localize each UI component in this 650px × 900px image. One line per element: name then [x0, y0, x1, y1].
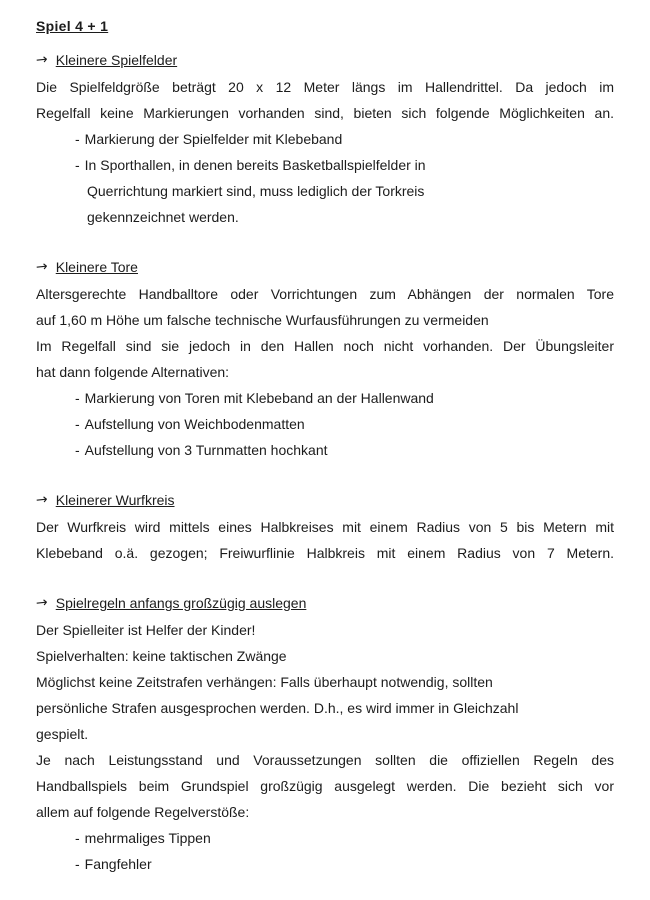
document-title: Spiel 4 + 1 — [36, 18, 109, 34]
bullet-continuation-line: gekennzeichnet werden. — [87, 209, 239, 225]
bullet-text: Fangfehler — [84, 856, 152, 872]
bullet-marker: - — [75, 416, 80, 432]
bullet-item — [36, 411, 614, 437]
paragraph-line: Der Wurfkreis wird mittels eines Halbkreises mit einem Radius von 5 bis Metern mit — [36, 519, 614, 535]
paragraph-line: Altersgerechte Handballtore oder Vorrichtungen zum Abhängen der normalen Tore — [36, 286, 614, 302]
arrow-right-icon: → — [35, 594, 49, 612]
bullet-item — [36, 385, 614, 411]
bullet-marker: - — [75, 157, 80, 173]
bullet-text: Aufstellung von Weichbodenmatten — [84, 416, 305, 432]
section-heading — [36, 47, 614, 74]
bullet-item — [36, 152, 614, 178]
document-body — [36, 47, 614, 877]
paragraph-line: Möglichst keine Zeitstrafen verhängen: Falls überhaupt notwendig, sollten — [36, 674, 493, 690]
bullet-marker: - — [75, 856, 80, 872]
paragraph-line: Im Regelfall sind sie jedoch in den Hallen noch nicht vorhanden. Der Übungsleiter — [36, 338, 614, 354]
bullet-item — [36, 126, 614, 152]
arrow-right-icon: → — [35, 258, 49, 276]
section-heading — [36, 254, 614, 281]
section — [36, 487, 614, 566]
paragraph-line: Der Spielleiter ist Helfer der Kinder! — [36, 622, 256, 638]
section — [36, 254, 614, 463]
section-heading-text: Spielregeln anfangs großzügig auslegen — [55, 595, 307, 611]
paragraph-line: gespielt. — [36, 726, 89, 742]
bullet-marker: - — [75, 830, 80, 846]
section — [36, 47, 614, 230]
section-heading — [36, 487, 614, 514]
paragraph-line: hat dann folgende Alternativen: — [36, 364, 230, 380]
arrow-right-icon: → — [35, 51, 49, 69]
paragraph-line: Handballspiels beim Grundspiel großzügig ausgelegt werden. Die bezieht sich vor — [36, 778, 614, 794]
paragraph-line: auf 1,60 m Höhe um falsche technische Wurfausführungen zu vermeiden — [36, 312, 489, 328]
section-heading-text: Kleinerer Wurfkreis — [55, 492, 175, 508]
paragraph-line: allem auf folgende Regelverstöße: — [36, 804, 250, 820]
paragraph-line: Regelfall keine Markierungen vorhanden sind, bieten sich folgende Möglichkeiten an. — [36, 105, 614, 121]
bullet-text: Markierung der Spielfelder mit Klebeband — [84, 131, 343, 147]
arrow-right-icon: → — [35, 491, 49, 509]
bullet-item — [36, 825, 614, 851]
bullet-text: Markierung von Toren mit Klebeband an der Hallenwand — [84, 390, 434, 406]
bullet-text: mehrmaliges Tippen — [84, 830, 211, 846]
bullet-item — [36, 851, 614, 877]
section-heading-text: Kleinere Spielfelder — [55, 52, 178, 68]
bullet-marker: - — [75, 390, 80, 406]
bullet-item — [36, 437, 614, 463]
bullet-text: Aufstellung von 3 Turnmatten hochkant — [84, 442, 328, 458]
bullet-continuation-line: Querrichtung markiert sind, muss lediglich der Torkreis — [87, 183, 425, 199]
section-heading-text: Kleinere Tore — [55, 259, 138, 275]
paragraph-line: Je nach Leistungsstand und Voraussetzungen sollten die offiziellen Regeln des — [36, 752, 614, 768]
paragraph-line: Spielverhalten: keine taktischen Zwänge — [36, 648, 287, 664]
bullet-marker: - — [75, 442, 80, 458]
section — [36, 590, 614, 877]
section-heading — [36, 590, 614, 617]
paragraph-line: persönliche Strafen ausgesprochen werden. D.h., es wird immer in Gleichzahl — [36, 700, 519, 716]
paragraph-line: Klebeband o.ä. gezogen; Freiwurflinie Halbkreis mit einem Radius von 7 Metern. — [36, 545, 614, 561]
paragraph-line: Die Spielfeldgröße beträgt 20 x 12 Meter längs im Hallendrittel. Da jedoch im — [36, 79, 614, 95]
bullet-marker: - — [75, 131, 80, 147]
bullet-text: In Sporthallen, in denen bereits Basketballspielfelder in — [84, 157, 426, 173]
